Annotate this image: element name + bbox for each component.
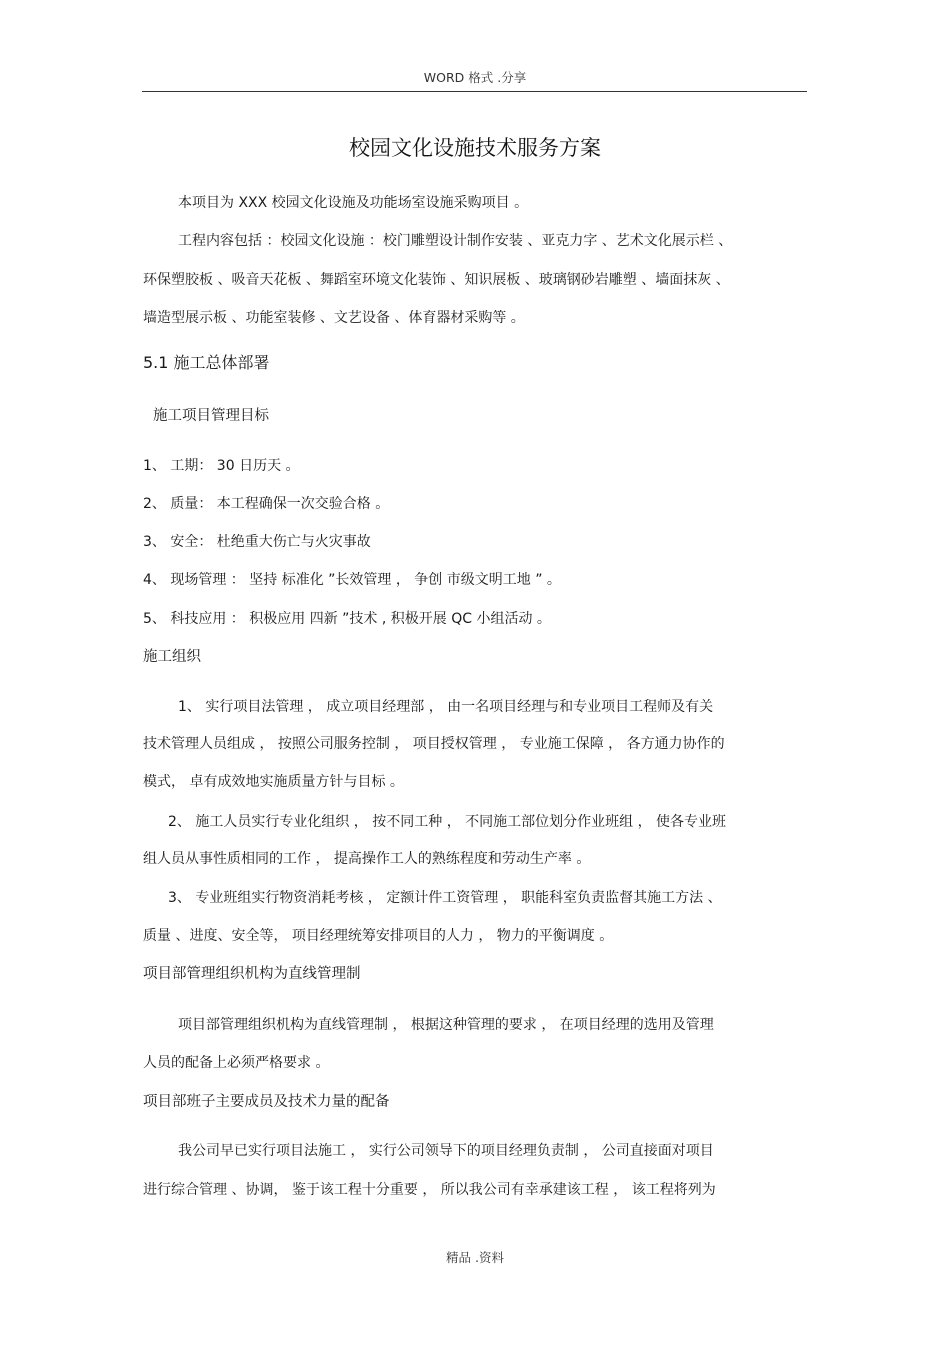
- goal-item: 1、 工期： 30 日历天 。: [143, 458, 300, 474]
- document-title: 校园文化设施技术服务方案: [349, 136, 601, 160]
- paragraph-line: 模式， 卓有成效地实施质量方针与目标 。: [143, 774, 404, 790]
- intro-line: 环保塑胶板 、吸音天花板 、舞蹈室环境文化装饰 、知识展板 、玻璃钢砂岩雕塑 、墙面抹灰 、: [143, 272, 730, 288]
- paragraph-line: 3、 专业班组实行物资消耗考核 ， 定额计件工资管理 ， 职能科室负责监督其施工方法 、: [168, 890, 722, 906]
- subsection-heading: 施工项目管理目标: [153, 408, 269, 424]
- page-footer: 精品 .资料: [446, 1250, 504, 1265]
- paragraph-line: 2、 施工人员实行专业化组织 ， 按不同工种 ， 不同施工部位划分作业班组 ， 使各专业班: [168, 814, 727, 830]
- subsection-heading: 项目部管理组织机构为直线管理制: [143, 966, 361, 982]
- paragraph-line: 1、 实行项目法管理 ， 成立项目经理部 ， 由一名项目经理与和专业项目工程师及有关: [178, 699, 714, 715]
- paragraph-line: 技术管理人员组成 ， 按照公司服务控制 ， 项目授权管理 ， 专业施工保障 ， 各方通力协作的: [143, 736, 725, 752]
- paragraph-line: 项目部管理组织机构为直线管理制 ， 根据这种管理的要求 ， 在项目经理的选用及管理: [178, 1017, 714, 1033]
- intro-line: 工程内容包括 ：校园文化设施 ：校门雕塑设计制作安装 、亚克力字 、艺术文化展示栏 、: [178, 233, 733, 249]
- paragraph-line: 质量 、进度、安全等， 项目经理统筹安排项目的人力 ， 物力的平衡调度 。: [143, 928, 614, 944]
- goal-item: 4、 现场管理 ： 坚持 标准化 ”长效管理 ， 争创 市级文明工地 ” 。: [143, 572, 561, 588]
- paragraph-line: 人员的配备上必须严格要求 。: [143, 1055, 330, 1071]
- header-divider: [142, 91, 807, 92]
- paragraph-line: 我公司早已实行项目法施工 ， 实行公司领导下的项目经理负责制 ， 公司直接面对项目: [178, 1143, 714, 1159]
- section-heading: 5.1 施工总体部署: [143, 353, 270, 372]
- paragraph-line: 组人员从事性质相同的工作 ， 提高操作工人的熟练程度和劳动生产率 。: [143, 851, 591, 867]
- goal-item: 2、 质量： 本工程确保一次交验合格 。: [143, 496, 390, 512]
- paragraph-line: 进行综合管理 、协调， 鉴于该工程十分重要 ， 所以我公司有幸承建该工程 ， 该工程将列为: [143, 1182, 716, 1198]
- page-header: WORD 格式 .分享: [423, 70, 527, 85]
- goal-item: 3、 安全： 杜绝重大伤亡与火灾事故: [143, 534, 371, 550]
- intro-line: 墙造型展示板 、功能室装修 、文艺设备 、体育器材采购等 。: [143, 310, 525, 326]
- intro-line: 本项目为 XXX 校园文化设施及功能场室设施采购项目 。: [178, 195, 529, 211]
- subsection-heading: 施工组织: [143, 649, 201, 665]
- subsection-heading: 项目部班子主要成员及技术力量的配备: [143, 1094, 390, 1110]
- goal-item: 5、 科技应用 ： 积极应用 四新 ”技术 , 积极开展 QC 小组活动 。: [143, 611, 551, 627]
